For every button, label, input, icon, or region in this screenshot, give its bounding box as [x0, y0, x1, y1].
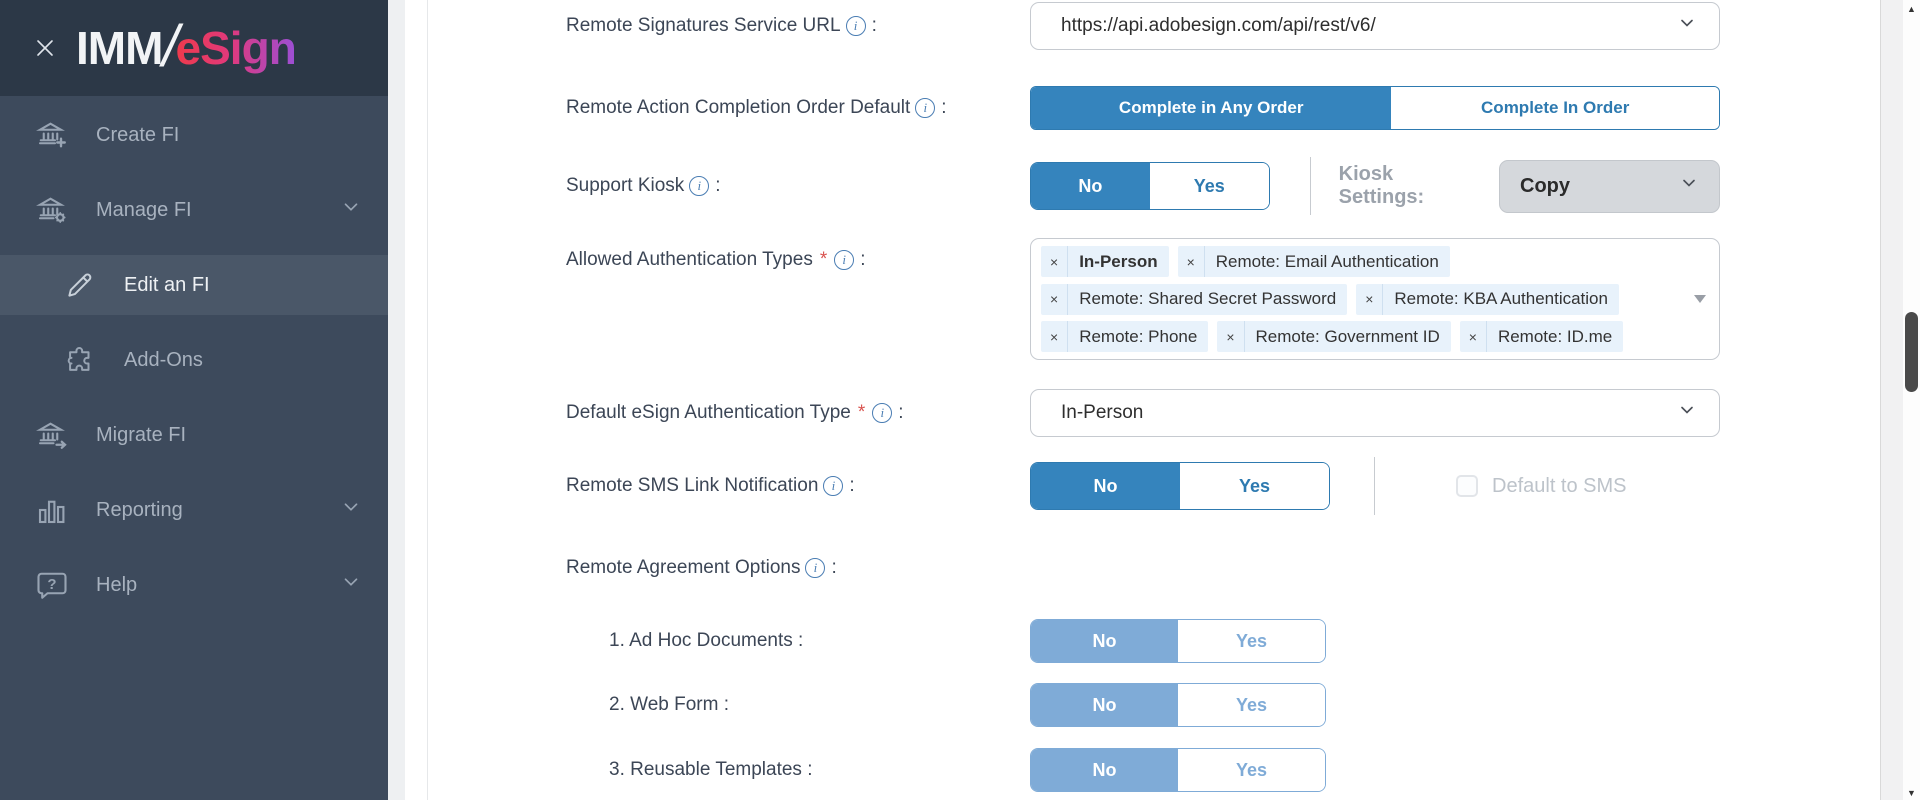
support-kiosk-no[interactable]: No [1031, 163, 1150, 209]
ad-hoc-yes[interactable]: Yes [1178, 620, 1325, 662]
sidebar [0, 0, 388, 800]
sidebar-item-edit-an-fi[interactable] [0, 255, 388, 315]
sidebar-item-label: Manage FI [96, 198, 192, 221]
allowed-auth-types-multiselect[interactable] [1030, 238, 1720, 360]
sidebar-item-help[interactable] [0, 555, 388, 615]
web-form-yes[interactable]: Yes [1178, 684, 1325, 726]
service-url-select[interactable] [1030, 2, 1720, 50]
sidebar-item-label: Add-Ons [124, 348, 203, 371]
info-icon[interactable]: i [834, 250, 854, 270]
logo-imm: IMM [76, 22, 163, 74]
dropdown-caret-icon[interactable] [1694, 295, 1706, 303]
row-support-kiosk [405, 160, 1880, 212]
reusable-templates-yes[interactable]: Yes [1178, 749, 1325, 791]
sidebar-header [0, 0, 388, 96]
divider [1310, 157, 1311, 215]
chevron-down-icon [1677, 13, 1697, 39]
auth-type-tag: × Remote: Email Authentication [1178, 246, 1450, 277]
divider [1374, 457, 1375, 515]
remove-tag-icon[interactable]: × [1217, 321, 1244, 352]
info-icon[interactable]: i [872, 403, 892, 423]
row-default-esign-auth-type [405, 389, 1880, 437]
field-label: Remote Signatures Service URL i : [566, 15, 877, 36]
bank-plus-icon [32, 117, 72, 153]
help-bubble-icon [32, 567, 72, 603]
sidebar-item-create-fi[interactable] [0, 105, 388, 165]
field-label: 1. Ad Hoc Documents : [609, 630, 804, 651]
support-kiosk-toggle [1030, 162, 1270, 210]
default-to-sms-label: Default to SMS [1492, 474, 1627, 497]
auth-type-tag: × Remote: KBA Authentication [1356, 284, 1619, 315]
remove-tag-icon[interactable]: × [1356, 284, 1383, 315]
info-icon[interactable]: i [846, 16, 866, 36]
sidebar-nav [0, 96, 388, 630]
vertical-scrollbar[interactable] [1903, 0, 1920, 800]
info-icon[interactable]: i [823, 476, 843, 496]
row-remote-signatures-service-url [405, 2, 1880, 50]
sms-link-toggle [1030, 462, 1330, 510]
close-icon[interactable] [30, 33, 60, 63]
scroll-down-arrow-icon[interactable]: ▼ [1907, 788, 1916, 798]
reusable-templates-toggle [1030, 748, 1326, 792]
web-form-toggle [1030, 683, 1326, 727]
sms-link-yes[interactable]: Yes [1180, 463, 1329, 509]
app-logo [76, 15, 296, 82]
row-ad-hoc-documents [405, 619, 1880, 663]
sidebar-item-label: Help [96, 573, 138, 596]
logo-esign: eSign [175, 22, 296, 74]
sms-link-no[interactable]: No [1031, 463, 1180, 509]
right-gutter [1880, 0, 1903, 800]
row-remote-agreement-options [405, 555, 1880, 581]
reusable-templates-no[interactable]: No [1031, 749, 1178, 791]
chevron-down-icon [1677, 400, 1697, 426]
info-icon[interactable]: i [915, 98, 935, 118]
ad-hoc-documents-toggle [1030, 619, 1326, 663]
row-completion-order-default [405, 86, 1880, 130]
kiosk-settings-select[interactable] [1499, 160, 1720, 213]
field-label: Remote Action Completion Order Default i : [566, 97, 947, 118]
info-icon[interactable]: i [689, 176, 709, 196]
sidebar-item-label: Migrate FI [96, 423, 187, 446]
field-label: 3. Reusable Templates : [609, 759, 813, 780]
option-complete-in-order[interactable]: Complete In Order [1391, 87, 1719, 129]
required-asterisk: * [857, 402, 866, 423]
scroll-up-arrow-icon[interactable]: ▲ [1907, 4, 1916, 14]
default-to-sms-checkbox[interactable] [1456, 475, 1478, 497]
bank-gear-icon [32, 192, 72, 228]
settings-form-panel [405, 0, 1880, 800]
ad-hoc-no[interactable]: No [1031, 620, 1178, 662]
row-reusable-templates [405, 748, 1880, 792]
scrollbar-thumb[interactable] [1905, 312, 1918, 392]
sidebar-item-label: Reporting [96, 498, 183, 521]
service-url-value: https://api.adobesign.com/api/rest/v6/ [1061, 15, 1376, 36]
kiosk-settings-label: Kiosk Settings: [1338, 163, 1425, 208]
web-form-no[interactable]: No [1031, 684, 1178, 726]
remove-tag-icon[interactable]: × [1041, 321, 1068, 352]
bank-arrow-icon [32, 417, 72, 453]
kiosk-settings-value: Copy [1520, 174, 1571, 197]
support-kiosk-yes[interactable]: Yes [1150, 163, 1269, 209]
field-label: Default eSign Authentication Type * i : [566, 402, 904, 423]
remove-tag-icon[interactable]: × [1460, 321, 1487, 352]
bar-chart-icon [32, 492, 72, 528]
field-label: Allowed Authentication Types * i : [566, 249, 866, 270]
logo-slash: / [162, 13, 178, 79]
sidebar-item-reporting[interactable] [0, 480, 388, 540]
field-label: Remote Agreement Options i : [566, 557, 837, 578]
svg-text:?: ? [47, 575, 57, 593]
default-auth-type-value: In-Person [1061, 402, 1144, 423]
sidebar-item-label: Create FI [96, 123, 180, 146]
chevron-down-icon [340, 496, 362, 524]
puzzle-icon [60, 343, 100, 377]
auth-type-tag: × In-Person [1041, 246, 1169, 277]
default-auth-type-select[interactable] [1030, 389, 1720, 437]
chevron-down-icon [1679, 173, 1699, 199]
row-remote-sms-link-notification [405, 462, 1880, 510]
field-label: 2. Web Form : [609, 694, 730, 715]
field-label: Support Kiosk i : [566, 175, 721, 196]
sidebar-item-add-ons[interactable] [0, 330, 388, 390]
auth-type-tag: × Remote: Government ID [1217, 321, 1450, 352]
completion-order-segmented-control [1030, 86, 1720, 130]
remove-tag-icon[interactable]: × [1041, 246, 1068, 277]
info-icon[interactable]: i [805, 558, 825, 578]
sidebar-item-migrate-fi[interactable] [0, 405, 388, 465]
chevron-down-icon [340, 196, 362, 224]
sidebar-item-label: Edit an FI [124, 273, 210, 296]
row-allowed-authentication-types [405, 238, 1880, 360]
required-asterisk: * [819, 249, 828, 270]
remove-tag-icon[interactable]: × [1041, 284, 1068, 315]
auth-type-tag: × Remote: Shared Secret Password [1041, 284, 1347, 315]
field-label: Remote SMS Link Notification i : [566, 475, 855, 496]
remove-tag-icon[interactable]: × [1178, 246, 1205, 277]
row-web-form [405, 683, 1880, 727]
option-complete-in-any-order[interactable]: Complete in Any Order [1031, 87, 1391, 129]
sidebar-item-manage-fi[interactable] [0, 180, 388, 240]
left-gutter [388, 0, 405, 800]
pencil-icon [60, 268, 100, 302]
chevron-down-icon [340, 571, 362, 599]
auth-type-tag: × Remote: ID.me [1460, 321, 1624, 352]
auth-type-tag: × Remote: Phone [1041, 321, 1208, 352]
